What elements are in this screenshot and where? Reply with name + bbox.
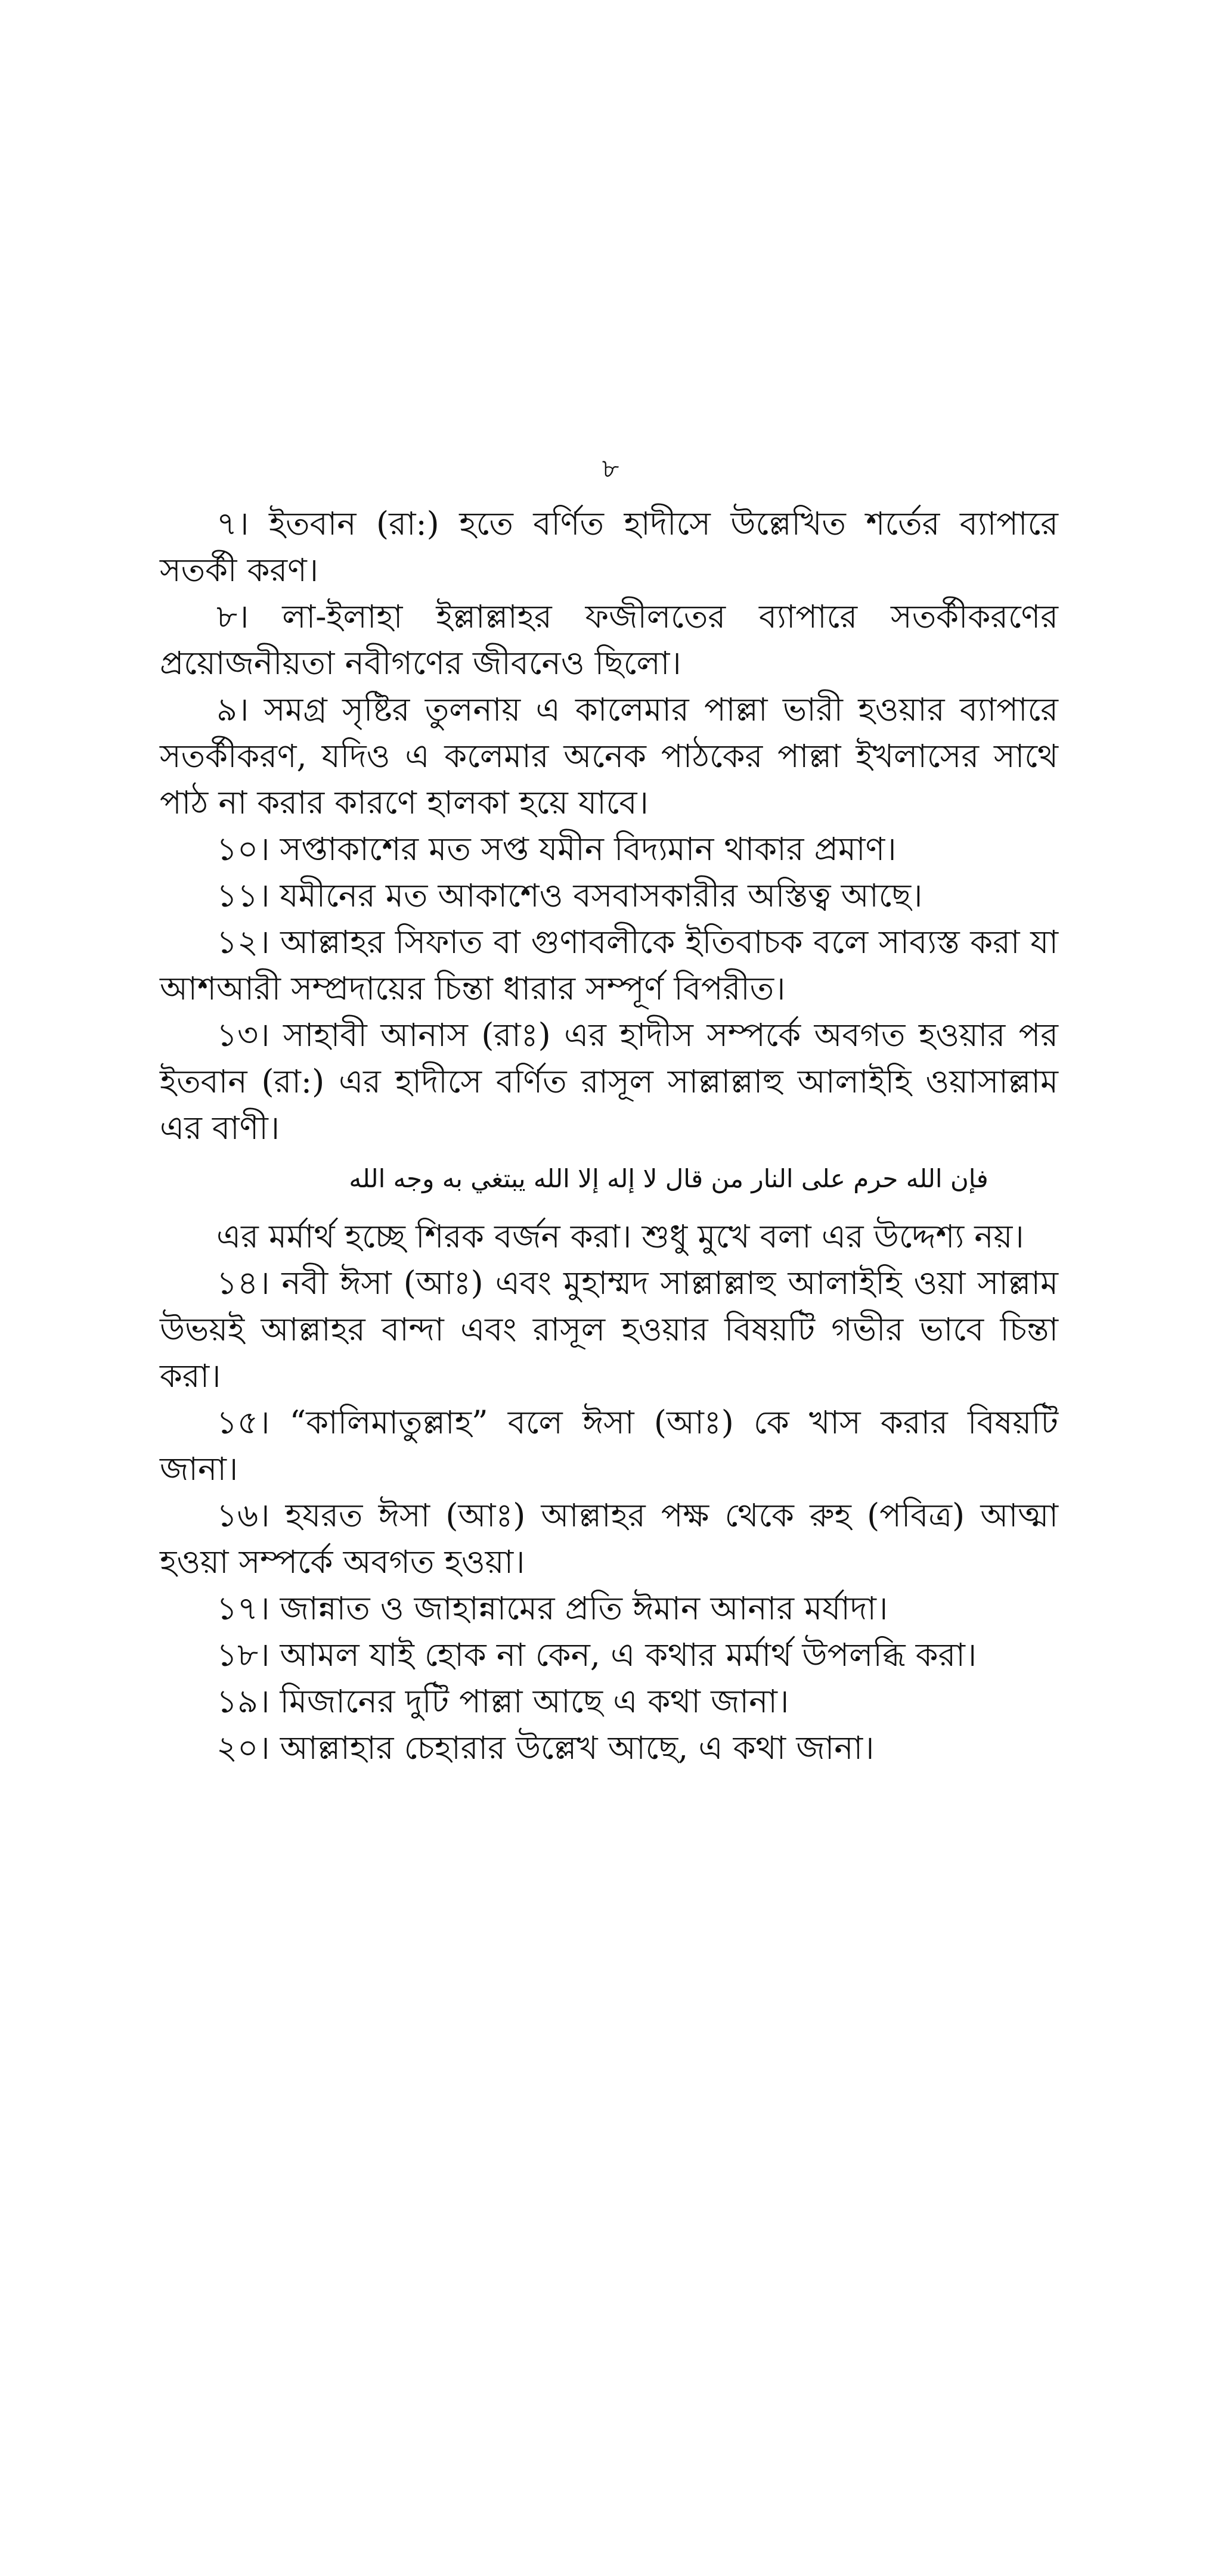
point-18: ১৮। আমল যাই হোক না কেন, এ কথার মর্মার্থ উপলব্ধি করা। (216, 1636, 977, 1674)
point-17: ১৭। জান্নাত ও জাহান্নামের প্রতি ঈমান আনার মর্যাদা। (216, 1590, 888, 1627)
point-16: ১৬। হযরত ঈসা (আঃ) আল্লাহর পক্ষ থেকে রুহ (পবিত্র) আত্মা হওয়া সম্পর্কে অবগত হওয়া। (160, 1497, 1058, 1581)
point-9: ৯। সমগ্র সৃষ্টির তুলনায় এ কালেমার পাল্লা ভারী হওয়ার ব্যাপারে সতর্কীকরণ, যদিও এ কলেমার অনেক পাঠকের পাল্লা ইখলাসের সাথে পাঠ না করার কারণে হালকা হয়ে যাবে। (160, 691, 1058, 821)
page-body (160, 501, 1058, 1771)
point-8: ৮। লা-ইলাহা ইল্লাল্লাহর ফজীলতের ব্যাপারে সতর্কীকরণের প্রয়োজনীয়তা নবীগণের জীবনেও ছিলো। (160, 598, 1058, 682)
point-7: ৭। ইতবান (রা:) হতে বর্ণিত হাদীসে উল্লেখিত শর্তের ব্যাপারে সতর্কী করণ। (160, 505, 1058, 589)
arabic-hadith-quote: فإن الله حرم على النار من قال لا إله إلا الله يبتغي به وجه الله (349, 1164, 988, 1193)
point-20: ২০। আল্লাহার চেহারার উল্লেখ আছে, এ কথা জানা। (216, 1729, 875, 1767)
point-13: ১৩। সাহাবী আনাস (রাঃ) এর হাদীস সম্পর্কে অবগত হওয়ার পর ইতবান (রা:) এর হাদীসে বর্ণিত রাসূল সাল্লাল্লাহু আলাইহি ওয়াসাল্লাম এর বাণী। (160, 1016, 1058, 1147)
point-10: ১০। সপ্তাকাশের মত সপ্ত যমীন বিদ্যমান থাকার প্রমাণ। (216, 830, 897, 868)
quote-explanation: এর মর্মার্থ হচ্ছে শিরক বর্জন করা। শুধু মুখে বলা এর উদ্দেশ্য নয়। (216, 1218, 1024, 1255)
point-12: ১২। আল্লাহর সিফাত বা গুণাবলীকে ইতিবাচক বলে সাব্যস্ত করা যা আশআরী সম্প্রদায়ের চিন্তা ধারার সম্পূর্ণ বিপরীত। (160, 923, 1058, 1007)
point-19: ১৯। মিজানের দুটি পাল্লা আছে এ কথা জানা। (216, 1683, 789, 1720)
point-14: ১৪। নবী ঈসা (আঃ) এবং মুহাম্মদ সাল্লাল্লাহু আলাইহি ওয়া সাল্লাম উভয়ই আল্লাহর বান্দা এবং রাসূল হওয়ার বিষয়টি গভীর ভাবে চিন্তা করা। (160, 1264, 1058, 1395)
page-number: ৮ (602, 454, 619, 484)
point-11: ১১। যমীনের মত আকাশেও বসবাসকারীর অস্তিত্ব আছে। (216, 877, 923, 914)
point-15: ১৫। “কালিমাতুল্লাহ” বলে ঈসা (আঃ) কে খাস করার বিষয়টি জানা। (160, 1404, 1058, 1488)
